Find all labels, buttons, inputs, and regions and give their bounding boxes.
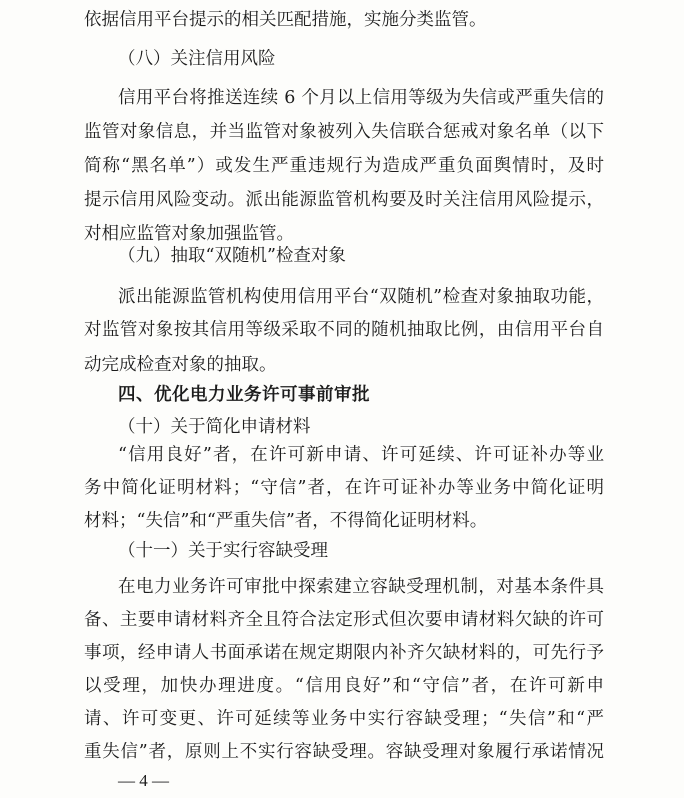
text-line-6: 提示信用风险变动。派出能源监管机构要及时关注信用风险提示， bbox=[84, 190, 604, 210]
text-line-15: 务中简化证明材料；“守信”者，在许可证补办等业务中简化证明 bbox=[84, 478, 604, 498]
text-line-7: 对相应监管对象加强监管。 bbox=[84, 224, 294, 244]
section-heading-9: （九）抽取“双随机”检查对象 bbox=[118, 246, 346, 266]
text-line-9: 派出能源监管机构使用信用平台“双随机”检查对象抽取功能， bbox=[118, 287, 604, 307]
chapter-heading-4: 四、优化电力业务许可事前审批 bbox=[118, 385, 370, 405]
text-line-11: 动完成检查对象的抽取。 bbox=[84, 355, 277, 375]
text-line-1: 依据信用平台提示的相关匹配措施，实施分类监管。 bbox=[84, 10, 487, 30]
section-heading-10: （十）关于简化申请材料 bbox=[118, 417, 311, 437]
section-heading-8: （八）关注信用风险 bbox=[118, 49, 276, 69]
text-line-19: 备、主要申请材料齐全且符合法定形式但次要申请材料欠缺的许可 bbox=[84, 610, 604, 630]
text-line-10: 对监管对象按其信用等级采取不同的随机抽取比例，由信用平台自 bbox=[84, 320, 604, 340]
text-line-5: 简称“黑名单”）或发生严重违规行为造成严重负面舆情时，及时 bbox=[84, 156, 604, 176]
text-line-16: 材料；“失信”和“严重失信”者，不得简化证明材料。 bbox=[84, 511, 488, 531]
text-line-18: 在电力业务许可审批中探索建立容缺受理机制，对基本条件具 bbox=[118, 577, 604, 597]
text-line-20: 事项，经申请人书面承诺在规定期限内补齐欠缺材料的，可先行予 bbox=[84, 643, 604, 663]
text-line-23: 重失信”者，原则上不实行容缺受理。容缺受理对象履行承诺情况 bbox=[84, 742, 604, 762]
page-number: — 4 — bbox=[118, 771, 169, 790]
text-line-3: 信用平台将推送连续 6 个月以上信用等级为失信或严重失信的 bbox=[118, 88, 604, 108]
text-line-21: 以受理，加快办理进度。“信用良好”和“守信”者，在许可新申 bbox=[84, 676, 604, 696]
text-line-14: “信用良好”者，在许可新申请、许可延续、许可证补办等业 bbox=[118, 445, 604, 465]
text-line-4: 监管对象信息，并当监管对象被列入失信联合惩戒对象名单（以下 bbox=[84, 122, 604, 142]
section-heading-11: （十一）关于实行容缺受理 bbox=[118, 541, 328, 561]
text-line-22: 请、许可变更、许可延续等业务中实行容缺受理；“失信”和“严 bbox=[84, 709, 604, 729]
